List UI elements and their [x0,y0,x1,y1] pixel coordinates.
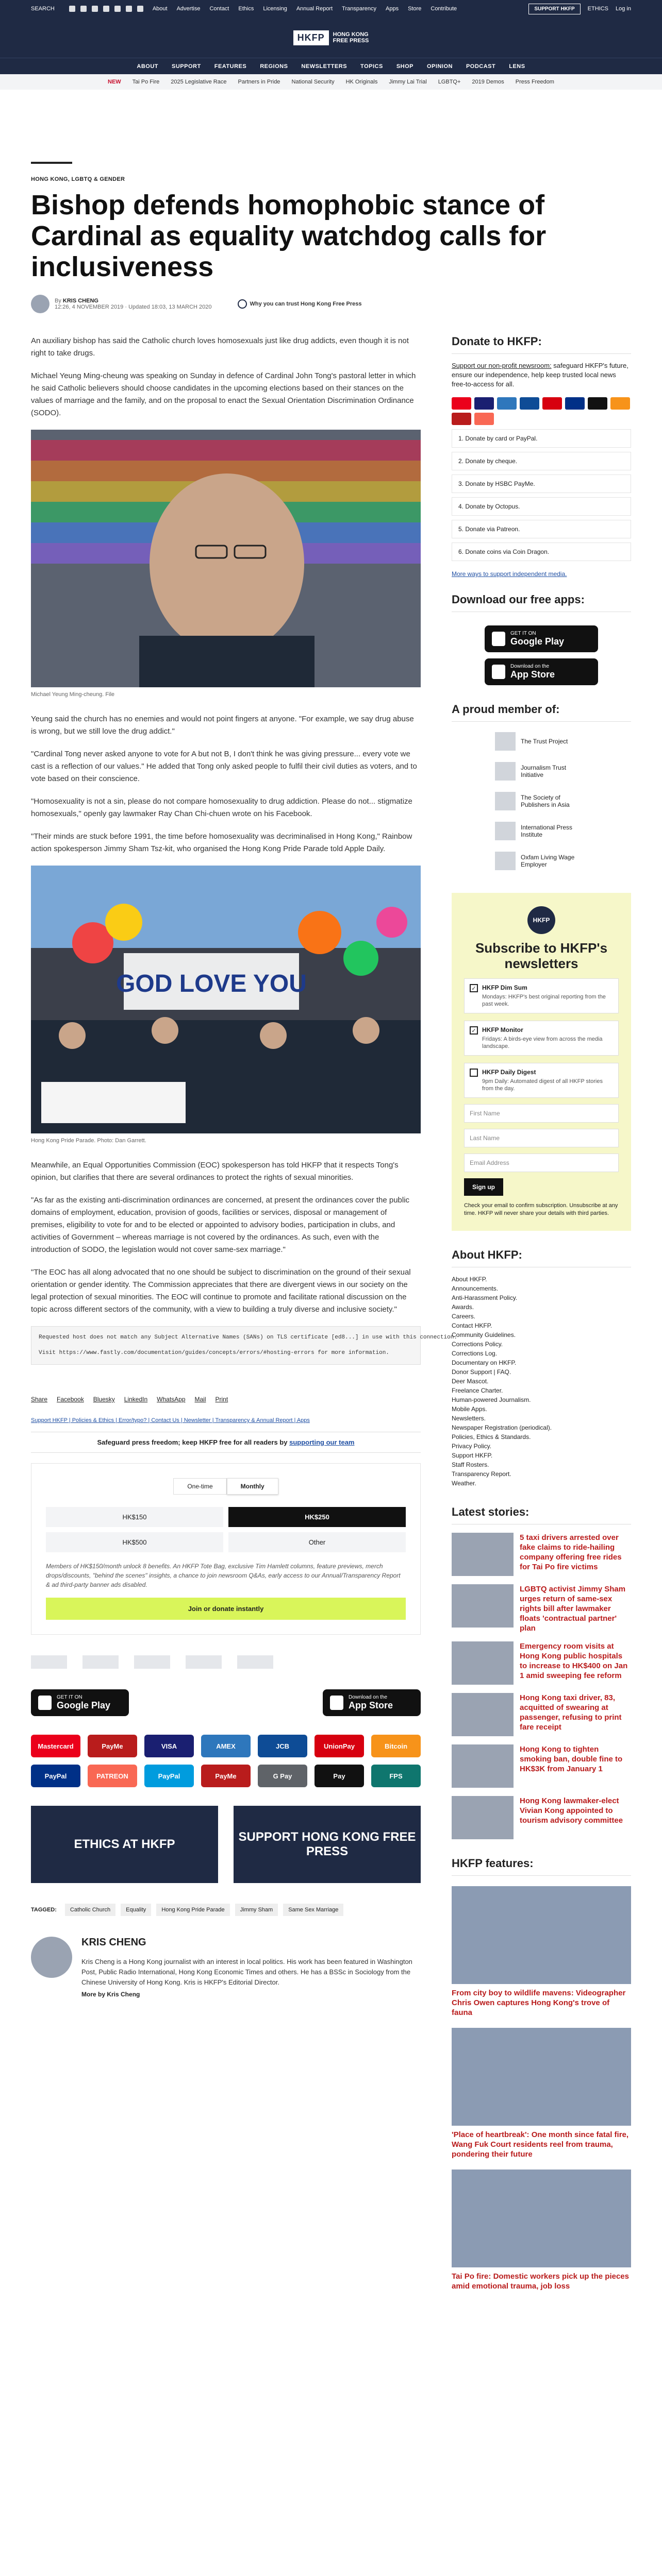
share-mail[interactable]: Mail [194,1396,206,1403]
trust-link[interactable] [238,299,362,309]
top-link-contact[interactable]: Contact [209,6,229,12]
ethics-promo[interactable]: ETHICS AT HKFP [31,1806,218,1883]
oxfam-logo[interactable] [237,1655,273,1669]
pride-photo-illustration [31,866,421,1133]
share-whatsapp[interactable]: WhatsApp [157,1396,186,1403]
main-nav [0,58,662,74]
about-link[interactable]: Human-powered Journalism. [452,1396,531,1403]
sopa-logo[interactable] [134,1655,170,1669]
google-play-icon [492,632,505,646]
last-name-field[interactable]: Last Name [464,1129,619,1147]
trust-text: Why you can trust Hong Kong Free Press [250,301,362,307]
amount-150[interactable]: HK$150 [46,1507,223,1527]
nav-podcast[interactable]: PODCAST [466,63,496,70]
byline [31,295,631,313]
share-bar [31,1396,421,1403]
sidebar-app-buttons [452,625,631,685]
member-list [452,732,631,870]
author-box-name[interactable]: KRIS CHENG [81,1937,146,1948]
new-badge: NEW [108,79,121,85]
feature-image [452,2028,631,2126]
google-play-icon [38,1696,52,1710]
about-link[interactable]: Anti-Harassment Policy. [452,1294,518,1301]
member-oxfam[interactable] [495,852,588,870]
trending-legco-race[interactable]: 2025 Legislative Race [171,79,227,85]
donate-intro-text: safeguard HKFP's future, ensure our independence, help keep trusted local news free-to-access for all. [452,362,628,388]
google-play-label: Google Play [57,1700,111,1710]
about-link[interactable]: Transparency Report. [452,1470,511,1478]
newsletter-option-daily-digest[interactable] [464,1063,619,1098]
author-avatar [31,295,49,313]
top-link-advertise[interactable]: Advertise [176,6,201,12]
about-link[interactable]: About HKFP. [452,1276,487,1283]
linkedin-icon[interactable] [126,6,132,12]
donate-option[interactable]: 1. Donate by card or PayPal. [452,429,631,448]
paragraph: "Their minds are stuck before 1991, the time before homosexuality was decriminalised in Hong Kong," Rainbow action spokesperson Jimmy Sham Tsz-kit, who organised the Hong Kong Pride Parade told Apple Daily. [31,832,412,853]
author-bio: Kris Cheng is a Hong Kong journalist with an interest in local politics. His work has been featured in Washington Post, Public Radio International, Hong Kong Economic Times and others. He has a BSSc in Sociology from the Chinese University of Hong Kong. Kris is HKFP's Editorial Director. [81,1958,412,1986]
member-sopa[interactable] [495,792,588,810]
story-thumbnail [452,1744,514,1788]
payment-gpay[interactable]: G Pay [258,1765,307,1787]
support-promo[interactable]: SUPPORT HONG KONG FREE PRESS [234,1806,421,1883]
google-play-label: Google Play [510,636,565,647]
amex-icon [497,397,517,410]
promo-banners [31,1806,421,1883]
frequency-toggle [46,1478,406,1495]
brand-header [0,18,662,58]
trending-nav [0,74,662,90]
top-link-licensing[interactable]: Licensing [263,6,287,12]
logo-text [333,31,369,44]
google-play-small: GET IT ON [57,1694,82,1700]
jcb-icon [520,397,539,410]
member-jti[interactable] [495,762,588,781]
newsletter-option-dim-sum[interactable] [464,978,619,1013]
story-title[interactable]: Hong Kong to tighten smoking ban, double fine to HK$3K from January 1 [520,1745,623,1773]
embed-error-block: Requested host does not match any Subject Alternative Names (SANs) on TLS certificate [ed8...] in use with this connection. Visit https://www.fastly.com/documentation/guides/concepts/errors/#hosting-errors for more information. [31,1326,421,1365]
first-name-field[interactable]: First Name [464,1104,619,1123]
trending-press-freedom[interactable]: Press Freedom [515,79,554,85]
nl-name: HKFP Dim Sum [482,984,527,991]
story-title[interactable]: Emergency room visits at Hong Kong public hospitals to increase to HK$400 on Jan 1 amid sweeping fee reform [520,1642,628,1680]
jti-icon [495,762,516,781]
story-title[interactable]: 5 taxi drivers arrested over fake claims to ride-hailing company offering free rides for Tai Po fire victims [520,1533,622,1571]
sign-text: GOD LOVE YOU [116,970,307,997]
feature-title[interactable]: 'Place of heartbreak': One month since fatal fire, Wang Fuk Court residents reel from trauma, pondering their future [452,2130,629,2159]
nav-topics[interactable]: TOPICS [360,63,383,70]
article-footer-links[interactable]: Support HKFP | Policies & Ethics | Error/typo? | Contact Us | Newsletter | Transparency & Annual Report | Apps [31,1417,310,1423]
mastercard-icon [452,397,471,410]
payment-patreon[interactable]: PATREON [88,1765,137,1787]
latest-story[interactable] [452,1796,631,1839]
payment-mastercard[interactable]: Mastercard [31,1735,80,1757]
app-store-label: App Store [349,1700,393,1710]
about-link[interactable]: Documentary on HKFP. [452,1359,517,1366]
visa-icon [474,397,494,410]
story-title[interactable]: LGBTQ activist Jimmy Sham urges return of same-sex rights bill after lawmaker floats 'contractual partner' plan [520,1585,626,1633]
donate-intro-link[interactable]: Support our non-profit newsroom: [452,362,552,369]
about-link[interactable]: Corrections Log. [452,1350,498,1357]
email-field[interactable]: Email Address [464,1154,619,1172]
tag[interactable]: Equality [121,1904,151,1916]
banner-link[interactable]: supporting our team [289,1438,355,1446]
more-ways-link[interactable]: More ways to support independent media. [452,570,567,578]
donate-option[interactable]: 4. Donate by Octopus. [452,497,631,516]
trending-tai-po-fire[interactable]: Tai Po Fire [132,79,160,85]
about-link[interactable]: Contact HKFP. [452,1322,492,1329]
about-link[interactable]: Careers. [452,1313,476,1320]
checkbox-checked-icon[interactable]: ✓ [470,1026,478,1035]
tag[interactable]: Hong Kong Pride Parade [156,1904,229,1916]
x-icon[interactable] [80,6,87,12]
latest-story[interactable] [452,1641,631,1685]
instagram-icon[interactable] [92,6,98,12]
trending-2019-demos[interactable]: 2019 Demos [472,79,504,85]
content-columns [31,335,631,2291]
paragraph: "As far as the existing anti-discrimination ordinances are concerned, at present the ordinances cover the public domains of employment, education, provision of goods, facilities or services, disposal or management of premises, eligibility to vote for and to be elected or appointed to advisory bodies, participation in clubs, and activities of Government – whereas marriage is not covered by the ordinances. As such, even with the introduction of SODO, the legislation would not cover same-sex marriage." [31,1196,410,1254]
paragraph: "Cardinal Tong never asked anyone to vote for A but not B, I don't think he was giving pressure... every vote we cast is a reflection of our values." He added that Tong only asked people to fulfil their civil duties as voters, and to vote based on their conscience. [31,750,417,783]
latest-story[interactable] [452,1533,631,1576]
about-links [452,1275,631,1488]
threads-icon[interactable] [114,6,121,12]
logo-mark: HKFP [293,30,329,45]
article-tags [31,1904,421,1916]
ipi-logo[interactable] [186,1655,222,1669]
about-link[interactable]: Community Guidelines. [452,1331,516,1338]
author-box [31,1937,421,1998]
nl-name: HKFP Daily Digest [482,1069,536,1076]
amount-other[interactable]: Other [228,1532,406,1552]
pride-parade-photo [31,866,421,1133]
member-label: Journalism Trust Initiative [521,764,567,778]
facebook-icon[interactable] [69,6,75,12]
story-title[interactable]: Hong Kong lawmaker-elect Vivian Kong appointed to tourism advisory committee [520,1797,623,1825]
payment-methods [31,1735,421,1787]
support-hkfp-button[interactable]: SUPPORT HKFP [528,4,580,14]
member-logos-row [31,1655,421,1669]
about-link[interactable]: Freelance Charter. [452,1387,503,1394]
payme-icon [452,413,471,425]
about-heading: About HKFP: [452,1248,631,1267]
about-link[interactable]: Newspaper Registration (periodical). [452,1424,552,1431]
nl-desc: Fridays: A birds-eye view from across the media landscape. [482,1036,603,1049]
nav-support[interactable]: SUPPORT [172,63,201,70]
feature-story[interactable] [452,2028,631,2159]
sidebar-google-play-button[interactable] [485,625,598,652]
story-thumbnail [452,1641,514,1685]
social-icons [69,6,143,12]
author-name[interactable]: KRIS CHENG [62,298,98,304]
join-donate-button[interactable]: Join or donate instantly [46,1598,406,1620]
patreon-icon [474,413,494,425]
checkbox-icon[interactable] [470,1069,478,1077]
member-heading: A proud member of: [452,703,631,722]
sopa-icon [495,792,516,810]
member-label: International Press Institute [521,824,573,838]
payment-paypal-2[interactable]: PayPal [144,1765,194,1787]
features-heading: HKFP features: [452,1857,631,1876]
top-link-store[interactable]: Store [408,6,422,12]
press-freedom-banner [31,1432,421,1453]
donate-option[interactable]: 2. Donate by cheque. [452,452,631,470]
payment-fps[interactable]: FPS [371,1765,421,1787]
bishop-photo-illustration [31,430,421,687]
app-store-row [31,1689,421,1716]
logo-line-1: HONG KONG [333,31,369,38]
share-print[interactable]: Print [215,1396,228,1403]
more-by-author-link[interactable]: More by Kris Cheng [81,1991,140,1998]
google-play-button[interactable] [31,1689,129,1716]
about-link[interactable]: Announcements. [452,1285,499,1292]
top-link-ethics[interactable]: Ethics [238,6,254,12]
about-link[interactable]: Donor Support | FAQ. [452,1368,511,1376]
unionpay-icon [542,397,562,410]
author-box-avatar [31,1937,72,1978]
apple-icon [492,665,505,679]
donate-option[interactable]: 3. Donate by HSBC PayMe. [452,474,631,493]
feature-image [452,1886,631,1984]
app-store-button[interactable] [323,1689,421,1716]
paragraph: Meanwhile, an Equal Opportunities Commission (EOC) spokesperson has told HKFP that it respects Tong's opinion, but clarifies that there are several ordinances to protect the rights of sexual minorities. [31,1161,399,1182]
donate-intro [452,361,631,389]
trending-jimmy-lai[interactable]: Jimmy Lai Trial [389,79,427,85]
latest-story[interactable] [452,1693,631,1736]
payment-unionpay[interactable]: UnionPay [315,1735,364,1757]
nl-desc: Mondays: HKFP's best original reporting from the past week. [482,994,606,1007]
member-label: Oxfam Living Wage Employer [521,854,575,868]
about-link[interactable]: Privacy Policy. [452,1443,492,1450]
applepay-icon [588,397,607,410]
about-link[interactable]: Mobile Apps. [452,1405,487,1413]
updated-date: Updated 18:03, 13 MARCH 2020 [128,304,212,310]
nav-about[interactable]: ABOUT [137,63,159,70]
payment-payme-2[interactable]: PayMe [201,1765,251,1787]
trending-hk-originals[interactable]: HK Originals [345,79,378,85]
payment-payme[interactable]: PayMe [88,1735,137,1757]
newsletter-note: Check your email to confirm subscription. Unsubscribe at any time. HKFP will never share your details with third parties. [464,1202,618,1216]
top-link-transparency[interactable]: Transparency [342,6,376,12]
about-link[interactable]: Corrections Policy. [452,1341,503,1348]
app-store-small: Download on the [349,1694,388,1700]
hkfp-logo-icon: HKFP [527,906,555,934]
freq-one-time[interactable]: One-time [173,1478,226,1495]
trending-partners-pride[interactable]: Partners in Pride [238,79,280,85]
trust-project-icon [495,732,516,751]
about-link[interactable]: Staff Rosters. [452,1461,489,1468]
paragraph: An auxiliary bishop has said the Catholic church loves homosexuals just like drug addicts, even though it is not right to take drugs. [31,336,409,358]
checkbox-checked-icon[interactable]: ✓ [470,984,478,992]
nav-lens[interactable]: LENS [509,63,525,70]
amount-options [46,1507,406,1552]
nav-features[interactable]: FEATURES [214,63,247,70]
feature-title[interactable]: From city boy to wildlife mavens: Videographer Chris Owen captures Hong Kong's trove of fauna [452,1989,626,2017]
site-logo[interactable] [293,30,369,45]
payment-amex[interactable]: AMEX [201,1735,251,1757]
apple-icon [330,1696,343,1710]
page-container [31,162,631,2291]
about-link[interactable]: Deer Mascot. [452,1378,489,1385]
nav-regions[interactable]: REGIONS [260,63,288,70]
trust-badge-icon [238,299,247,309]
oxfam-icon [495,852,516,870]
freq-monthly[interactable]: Monthly [227,1478,278,1495]
donate-widget [31,1463,421,1635]
about-link[interactable]: Policies, Ethics & Standards. [452,1433,531,1440]
tag[interactable]: Jimmy Sham [235,1904,278,1916]
amount-250[interactable]: HK$250 [228,1507,406,1527]
jti-logo[interactable] [82,1655,119,1669]
app-store-label: App Store [510,669,555,680]
youtube-icon[interactable] [103,6,109,12]
nl-desc: 9pm Daily: Automated digest of all HKFP stories from the day. [482,1078,603,1092]
app-store-small: Download on the [510,664,550,669]
tag[interactable]: Catholic Church [65,1904,115,1916]
trending-national-security[interactable]: National Security [291,79,335,85]
payment-bitcoin[interactable]: Bitcoin [371,1735,421,1757]
latest-story[interactable] [452,1744,631,1788]
nav-opinion[interactable]: OPINION [427,63,453,70]
sidebar-app-store-button[interactable] [485,658,598,685]
sidebar [452,335,631,2291]
newsletter-signup [452,893,631,1231]
payment-icons [452,397,631,425]
paragraph: Michael Yeung Ming-cheung was speaking on Sunday in defence of Cardinal John Tong's pastoral letter in which he said Catholic believers should choose candidates in the upcoming elections based on their stances on the values of marriage and the family, and on the proposal to enact the Sexual Orientation Discrimination Ordinance (SODO). [31,371,416,417]
amount-500[interactable]: HK$500 [46,1532,223,1552]
paragraph: "Homosexuality is not a sin, please do not compare homosexuality to drug addiction. Please do not... stigmatize homosexuals," openly gay lawmaker Ray Chan Chi-chuen wrote on his Facebook. [31,797,412,818]
top-link-apps[interactable]: Apps [386,6,399,12]
about-link[interactable]: Newsletters. [452,1415,486,1422]
donate-heading: Donate to HKFP: [452,335,631,354]
feature-title[interactable]: Tai Po fire: Domestic workers pick up the pieces amid emotional trauma, job loss [452,2272,629,2291]
share-label: Share [31,1396,48,1403]
donate-option[interactable]: 6. Donate coins via Coin Dragon. [452,543,631,561]
ethics-link[interactable]: ETHICS [587,6,609,12]
telegram-icon[interactable] [137,6,143,12]
feature-image [452,2170,631,2267]
nl-name: HKFP Monitor [482,1026,523,1033]
trending-lgbtq[interactable]: LGBTQ+ [438,79,461,85]
latest-heading: Latest stories: [452,1505,631,1524]
logo-line-2: FREE PRESS [333,38,369,44]
story-thumbnail [452,1796,514,1839]
donate-option[interactable]: 5. Donate via Patreon. [452,520,631,538]
about-link[interactable]: Weather. [452,1480,476,1487]
newsletter-heading: Subscribe to HKFP's newsletters [475,940,608,971]
search-link[interactable]: SEARCH [31,6,55,12]
payment-applepay[interactable]: Pay [315,1765,364,1787]
member-trust-project[interactable] [495,732,588,751]
payment-visa[interactable]: VISA [144,1735,194,1757]
member-label: The Society of Publishers in Asia [521,794,570,808]
feature-story[interactable] [452,1886,631,2018]
about-link[interactable]: Support HKFP. [452,1452,493,1459]
bitcoin-icon [610,397,630,410]
story-title[interactable]: Hong Kong taxi driver, 83, acquitted of swearing at passenger, refusing to print fare receipt [520,1693,622,1732]
paypal-icon [565,397,585,410]
feature-story[interactable] [452,2170,631,2291]
utility-bar [0,0,662,18]
member-ipi[interactable] [495,822,588,840]
top-link-contribute[interactable]: Contribute [431,6,457,12]
nav-shop[interactable]: SHOP [396,63,413,70]
download-heading: Download our free apps: [452,593,631,612]
newsletter-option-monitor[interactable] [464,1021,619,1056]
payment-jcb[interactable]: JCB [258,1735,307,1757]
banner-text: Safeguard press freedom; keep HKFP free for all readers by [97,1438,290,1446]
story-thumbnail [452,1584,514,1628]
member-label: The Trust Project [521,738,568,745]
article-body [31,335,457,2291]
bishop-photo [31,430,421,687]
tags-label: TAGGED: [31,1907,57,1913]
byline-text: By KRIS CHENG 12:26, 4 NOVEMBER 2019 · Updated 18:03, 13 MARCH 2020 [55,298,212,310]
publish-date: 12:26, 4 NOVEMBER 2019 [55,304,124,310]
article-title: Bishop defends homophobic stance of Cardinal as equality watchdog calls for inclusiveness [31,190,547,282]
latest-story[interactable] [452,1584,631,1633]
about-link[interactable]: Awards. [452,1303,474,1311]
top-link-annual-report[interactable]: Annual Report [296,6,333,12]
share-linkedin[interactable]: LinkedIn [124,1396,148,1403]
membership-note: Members of HK$150/month unlock 8 benefits. An HKFP Tote Bag, exclusive Tim Hamlett columns, feature previews, merch drops/discounts, "behind the scenes" insights, a chance to join newsroom Q&As, early access to our Annual/Transparency Report & ad third-party banner ads disabled. [46,1563,401,1588]
ipi-icon [495,822,516,840]
google-play-small: GET IT ON [510,631,536,636]
photo-caption: Michael Yeung Ming-cheung. File [31,691,115,698]
title-rule [31,162,72,164]
paragraph: "The EOC has all along advocated that no one should be subject to discrimination on the ground of their sexual orientation or gender identity. The Commission appreciates that there are divergent views in our society on the legal protection of sexual minorities. The EOC will continue to promote and facilitate rational discussion on the topic across different sectors of the community, with a view to building a truly diverse and inclusive society." [31,1268,411,1314]
story-thumbnail [452,1533,514,1576]
trust-project-logo[interactable] [31,1655,67,1669]
photo-caption: Hong Kong Pride Parade. Photo: Dan Garrett. [31,1138,146,1144]
share-bluesky[interactable]: Bluesky [93,1396,115,1403]
payment-paypal[interactable]: PayPal [31,1765,80,1787]
signup-button[interactable]: Sign up [464,1178,503,1196]
login-link[interactable]: Log in [616,6,631,12]
tag[interactable]: Same Sex Marriage [283,1904,343,1916]
share-facebook[interactable]: Facebook [57,1396,84,1403]
story-thumbnail [452,1693,514,1736]
paragraph: Yeung said the church has no enemies and would not point fingers at anyone. "For example, we say drug abuse is wrong, but we still love the drug addict." [31,715,414,736]
nav-newsletters[interactable]: NEWSLETTERS [301,63,347,70]
top-link-about[interactable]: About [152,6,168,12]
article-categories[interactable]: HONG KONG, LGBTQ & GENDER [31,176,125,182]
